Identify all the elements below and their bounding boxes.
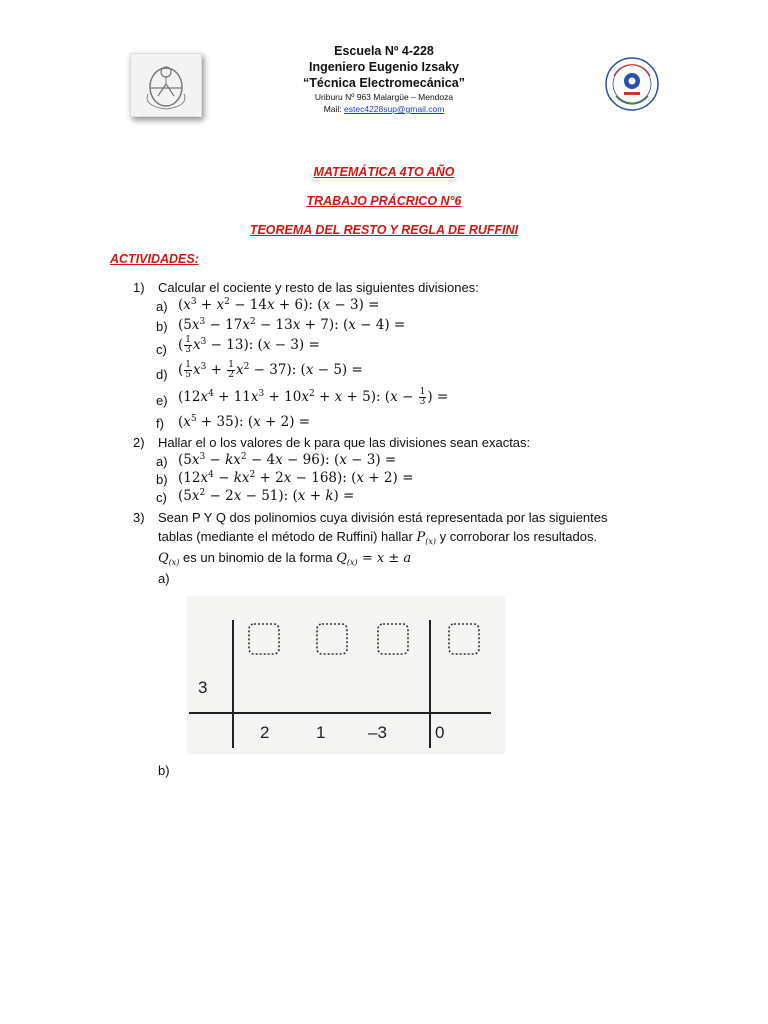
exercise-3-line2 [158, 529, 597, 545]
q-of-x-symbol: $Q_{(x)}$ [158, 551, 180, 567]
mail-link[interactable]: estec4228sup@gmail.com [344, 104, 445, 114]
subject-title: MATEMÁTICA 4TO AÑO [313, 165, 455, 179]
exercise-3a-label: a) [158, 571, 170, 586]
topic-title: TEOREMA DEL RESTO Y REGLA DE RUFFINI [249, 223, 519, 237]
exercise-1f-label: f) [156, 416, 164, 431]
mail-label: Mail: [323, 104, 344, 114]
school-mail [250, 103, 518, 115]
electromechanical-logo [604, 56, 660, 112]
exercise-2-number: 2) [133, 435, 145, 450]
p-of-x-symbol: $P_{(x)}$ [416, 530, 436, 546]
q-binomial-form: $Q_{(x)} = x \pm a$ [336, 551, 412, 567]
exercise-1-text: Calcular el cociente y resto de las siguientes divisiones: [158, 280, 479, 295]
exercise-1c-expression: ( $\frac{1}{3}$ $x^3 - 13$): (x − 3) = [178, 335, 320, 355]
ruffini-result-2: –3 [368, 723, 387, 742]
exercise-1e-label: e) [156, 393, 168, 408]
exercise-2c-expression: $(5x^2 - 2x - 51)$: (x + k) = [178, 488, 355, 504]
exercise-1a-expression: $(x^3 + x^2 - 14x + 6)$: (x − 3) = [178, 297, 380, 313]
ruffini-table-image [187, 596, 505, 754]
exercise-3-line3 [158, 550, 411, 566]
activities-heading: ACTIVIDADES: [110, 252, 199, 266]
ruffini-result-1: 1 [316, 723, 326, 742]
exercise-3b-label: b) [158, 763, 170, 778]
school-name: Ingeniero Eugenio Izsaky [308, 60, 460, 74]
exercise-2a-label: a) [156, 454, 168, 469]
school-number: Escuela Nº 4-228 [334, 44, 434, 58]
exercise-1e-expression: $(12x^4 + 11x^3 + 10x^2 + x + 5)$: (x − $\frac{1}{3}$ ) = [178, 387, 449, 407]
school-logo [130, 53, 202, 117]
exercise-2-text: Hallar el o los valores de k para que las divisiones sean exactas: [158, 435, 531, 450]
exercise-1b-expression: $(5x^3 - 17x^2 - 13x + 7)$: (x − 4) = [178, 317, 406, 333]
ruffini-result-0: 2 [260, 723, 270, 742]
exercise-1b-label: b) [156, 319, 168, 334]
exercise-1d-expression: ( $\frac{1}{5}$ $x^3$ + $\frac{1}{2}$ $x^2 - 37$): (x − 5) = [178, 360, 363, 380]
exercise-1c-label: c) [156, 342, 167, 357]
exercise-2b-expression: $(12x^4 - kx^2 + 2x - 168)$: (x + 2) = [178, 470, 414, 486]
ruffini-divisor: 3 [198, 678, 208, 697]
exercise-1d-label: d) [156, 367, 168, 382]
school-type: “Técnica Electromecánica” [303, 76, 465, 90]
exercise-3-line2a: tablas (mediante el método de Ruffini) hallar [158, 529, 417, 544]
work-title: TRABAJO PRÁCRICO N°6 [306, 194, 462, 208]
school-header [250, 43, 518, 115]
ruffini-remainder: 0 [435, 723, 445, 742]
exercise-1a-label: a) [156, 299, 168, 314]
exercise-2a-expression: $(5x^3 - kx^2 - 4x - 96)$: (x − 3) = [178, 452, 397, 468]
exercise-3-number: 3) [133, 510, 145, 525]
exercise-2b-label: b) [156, 472, 168, 487]
exercise-3-line2b: y corroborar los resultados. [435, 529, 598, 544]
school-address: Uriburu Nº 963 Malargüe – Mendoza [314, 92, 454, 102]
exercise-2c-label: c) [156, 490, 167, 505]
exercise-1f-expression: $(x^5 + 35)$: (x + 2) = [178, 414, 311, 430]
exercise-3-line3-text: es un binomio de la forma [179, 550, 337, 565]
exercise-1-number: 1) [133, 280, 145, 295]
exercise-3-line1: Sean P Y Q dos polinomios cuya división está representada por las siguientes [158, 510, 608, 525]
